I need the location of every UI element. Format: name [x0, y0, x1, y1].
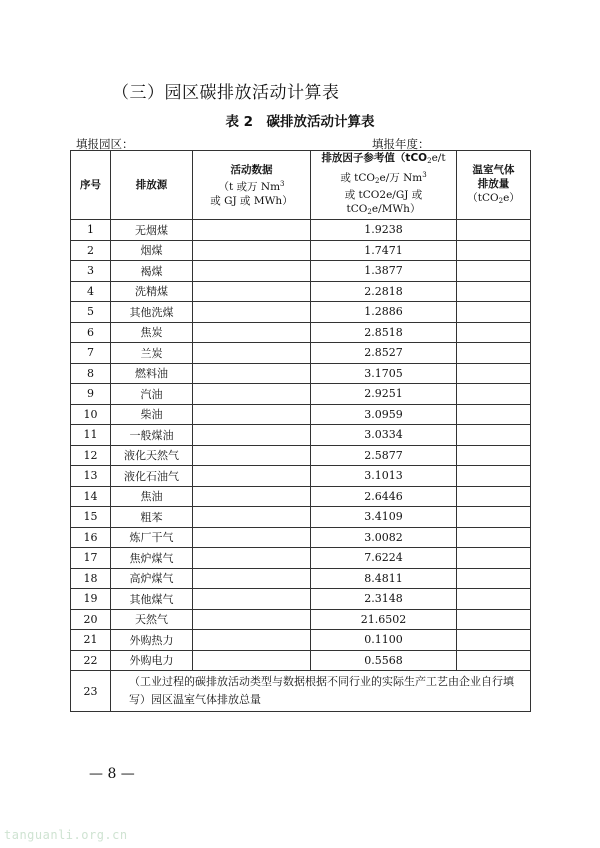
row-activity-data[interactable] — [193, 466, 311, 487]
row-ghg-emission[interactable] — [457, 609, 531, 630]
watermark: tanguanli.org.cn — [4, 828, 128, 842]
row-source: 汽油 — [111, 384, 193, 405]
row-source: 液化石油气 — [111, 466, 193, 487]
row-number: 19 — [71, 589, 111, 610]
row-ghg-emission[interactable] — [457, 322, 531, 343]
row-ghg-emission[interactable] — [457, 261, 531, 282]
row-ghg-emission[interactable] — [457, 507, 531, 528]
row-number: 17 — [71, 548, 111, 569]
row-number: 15 — [71, 507, 111, 528]
row-ghg-emission[interactable] — [457, 404, 531, 425]
table-row — [71, 507, 531, 528]
row-source: 炼厂干气 — [111, 527, 193, 548]
row-emission-factor: 21.6502 — [311, 609, 457, 630]
row-activity-data[interactable] — [193, 548, 311, 569]
table-title: 表 2 碳排放活动计算表 — [225, 114, 375, 130]
row-activity-data[interactable] — [193, 261, 311, 282]
row-emission-factor: 2.8518 — [311, 322, 457, 343]
row-source: 褐煤 — [111, 261, 193, 282]
row-source: 燃料油 — [111, 363, 193, 384]
row-number: 21 — [71, 630, 111, 651]
row-source: 外购热力 — [111, 630, 193, 651]
row-ghg-emission[interactable] — [457, 589, 531, 610]
row-activity-data[interactable] — [193, 281, 311, 302]
row-activity-data[interactable] — [193, 302, 311, 323]
row-ghg-emission[interactable] — [457, 363, 531, 384]
row-activity-data[interactable] — [193, 425, 311, 446]
table-row — [71, 302, 531, 323]
row-emission-factor: 2.8527 — [311, 343, 457, 364]
table-row — [71, 281, 531, 302]
row-number: 8 — [71, 363, 111, 384]
table-row — [71, 363, 531, 384]
row-activity-data[interactable] — [193, 384, 311, 405]
header-ghg-emission: 温室气体 排放量 （tCO$_2$e） — [457, 151, 531, 220]
row-ghg-emission[interactable] — [457, 486, 531, 507]
row-ghg-emission[interactable] — [457, 630, 531, 651]
row-emission-factor: 0.5568 — [311, 650, 457, 671]
row-number: 11 — [71, 425, 111, 446]
row-number: 20 — [71, 609, 111, 630]
row-number: 2 — [71, 240, 111, 261]
table-row — [71, 322, 531, 343]
row-number: 4 — [71, 281, 111, 302]
row-number: 12 — [71, 445, 111, 466]
row-ghg-emission[interactable] — [457, 527, 531, 548]
row-source: 天然气 — [111, 609, 193, 630]
row-activity-data[interactable] — [193, 630, 311, 651]
row-ghg-emission[interactable] — [457, 548, 531, 569]
row-number: 16 — [71, 527, 111, 548]
table-row — [71, 240, 531, 261]
row-emission-factor: 7.6224 — [311, 548, 457, 569]
row-activity-data[interactable] — [193, 507, 311, 528]
table-row — [71, 548, 531, 569]
row-source: 其他洗煤 — [111, 302, 193, 323]
row-emission-factor: 3.0334 — [311, 425, 457, 446]
row-number: 22 — [71, 650, 111, 671]
row-source: 液化天然气 — [111, 445, 193, 466]
row-activity-data[interactable] — [193, 650, 311, 671]
row-activity-data[interactable] — [193, 220, 311, 241]
table-row — [71, 425, 531, 446]
row-emission-factor: 2.6446 — [311, 486, 457, 507]
row-number: 18 — [71, 568, 111, 589]
table-row — [71, 220, 531, 241]
row-source: 粗苯 — [111, 507, 193, 528]
note-row-number: 23 — [71, 671, 111, 712]
table-row — [71, 609, 531, 630]
row-number: 13 — [71, 466, 111, 487]
row-source: 兰炭 — [111, 343, 193, 364]
row-source: 一般煤油 — [111, 425, 193, 446]
row-source: 高炉煤气 — [111, 568, 193, 589]
row-ghg-emission[interactable] — [457, 281, 531, 302]
row-emission-factor: 3.0959 — [311, 404, 457, 425]
table-row — [71, 527, 531, 548]
table-row — [71, 568, 531, 589]
row-emission-factor: 1.9238 — [311, 220, 457, 241]
row-number: 9 — [71, 384, 111, 405]
row-ghg-emission[interactable] — [457, 445, 531, 466]
row-activity-data[interactable] — [193, 486, 311, 507]
row-number: 3 — [71, 261, 111, 282]
row-ghg-emission[interactable] — [457, 568, 531, 589]
row-ghg-emission[interactable] — [457, 466, 531, 487]
row-activity-data[interactable] — [193, 445, 311, 466]
row-emission-factor: 8.4811 — [311, 568, 457, 589]
table-row — [71, 650, 531, 671]
table-row — [71, 630, 531, 651]
row-source: 其他煤气 — [111, 589, 193, 610]
row-source: 柴油 — [111, 404, 193, 425]
row-ghg-emission[interactable] — [457, 343, 531, 364]
row-activity-data[interactable] — [193, 343, 311, 364]
row-ghg-emission[interactable] — [457, 240, 531, 261]
row-number: 10 — [71, 404, 111, 425]
table-row — [71, 404, 531, 425]
row-number: 1 — [71, 220, 111, 241]
row-activity-data[interactable] — [193, 568, 311, 589]
header-emission-factor: 排放因子参考值（tCO$_2$e/t 或 tCO$_2$e/万 Nm$^3$ 或 tCO2e/GJ 或 tCO$_2$e/MWh） — [311, 151, 457, 220]
row-source: 外购电力 — [111, 650, 193, 671]
table-header-row — [71, 151, 531, 220]
row-source: 洗精煤 — [111, 281, 193, 302]
row-activity-data[interactable] — [193, 240, 311, 261]
row-number: 14 — [71, 486, 111, 507]
row-number: 7 — [71, 343, 111, 364]
row-emission-factor: 0.1100 — [311, 630, 457, 651]
header-activity-data: 活动数据 （t 或万 Nm$^3$ 或 GJ 或 MWh） — [193, 151, 311, 220]
table-row — [71, 384, 531, 405]
row-activity-data[interactable] — [193, 404, 311, 425]
note-row-text: （工业过程的碳排放活动类型与数据根据不同行业的实际生产工艺由企业自行填写）园区温室气体排放总量 — [111, 671, 531, 712]
row-emission-factor: 2.3148 — [311, 589, 457, 610]
row-activity-data[interactable] — [193, 363, 311, 384]
row-number: 5 — [71, 302, 111, 323]
row-emission-factor: 2.5877 — [311, 445, 457, 466]
table-row — [71, 486, 531, 507]
table-row — [71, 343, 531, 364]
carbon-emission-table — [70, 150, 531, 712]
table-row — [71, 261, 531, 282]
row-activity-data[interactable] — [193, 609, 311, 630]
table-row — [71, 445, 531, 466]
row-emission-factor: 3.1705 — [311, 363, 457, 384]
row-activity-data[interactable] — [193, 589, 311, 610]
row-ghg-emission[interactable] — [457, 302, 531, 323]
row-source: 焦油 — [111, 486, 193, 507]
row-emission-factor: 1.3877 — [311, 261, 457, 282]
row-source: 无烟煤 — [111, 220, 193, 241]
table-row — [71, 589, 531, 610]
fill-park-label: 填报园区： — [76, 137, 134, 151]
fill-year-label: 填报年度： — [372, 137, 430, 151]
row-source: 焦炉煤气 — [111, 548, 193, 569]
note-row — [71, 671, 531, 712]
row-activity-data[interactable] — [193, 527, 311, 548]
row-emission-factor: 3.0082 — [311, 527, 457, 548]
row-source: 焦炭 — [111, 322, 193, 343]
header-no: 序号 — [71, 151, 111, 220]
row-ghg-emission[interactable] — [457, 384, 531, 405]
row-emission-factor: 2.9251 — [311, 384, 457, 405]
row-emission-factor: 1.2886 — [311, 302, 457, 323]
row-emission-factor: 3.1013 — [311, 466, 457, 487]
row-ghg-emission[interactable] — [457, 425, 531, 446]
row-emission-factor: 1.7471 — [311, 240, 457, 261]
row-ghg-emission[interactable] — [457, 650, 531, 671]
page-number: — 8 — — [89, 766, 135, 782]
table-row — [71, 466, 531, 487]
row-number: 6 — [71, 322, 111, 343]
section-title: （三）园区碳排放活动计算表 — [112, 83, 340, 103]
row-source: 烟煤 — [111, 240, 193, 261]
header-source: 排放源 — [111, 151, 193, 220]
row-emission-factor: 3.4109 — [311, 507, 457, 528]
row-emission-factor: 2.2818 — [311, 281, 457, 302]
row-activity-data[interactable] — [193, 322, 311, 343]
row-ghg-emission[interactable] — [457, 220, 531, 241]
